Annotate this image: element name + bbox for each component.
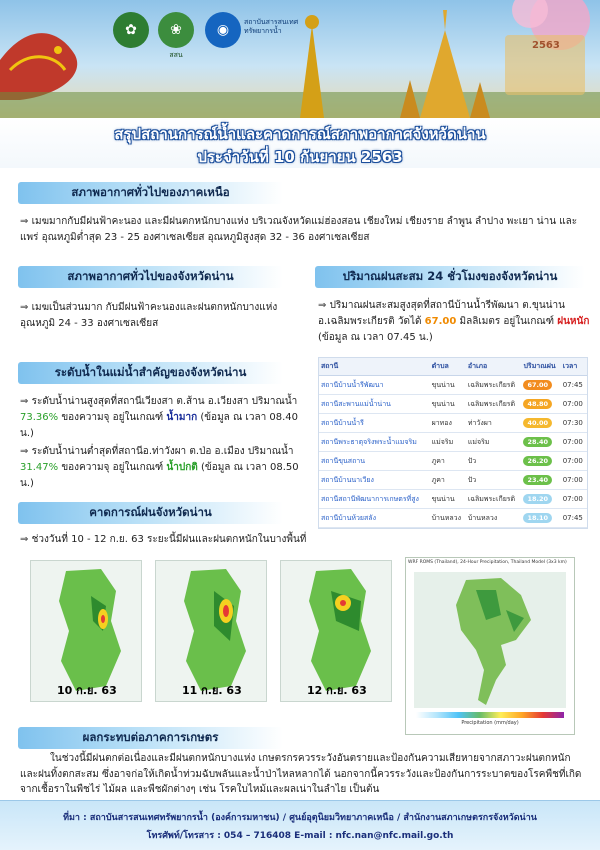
forecast-map-day3 bbox=[280, 560, 392, 702]
cell-amphoe: ท่าวังผา bbox=[466, 414, 522, 433]
cell-amphoe: ปัว bbox=[466, 471, 522, 490]
forecast-heading: คาดการณ์ฝนจังหวัดน่าน bbox=[18, 502, 283, 524]
rain-value-badge: 48.80 bbox=[523, 399, 552, 409]
cell-time: 07:30 bbox=[561, 414, 587, 433]
arrow-icon: ⇒ bbox=[20, 302, 29, 313]
rain-value-badge: 18.10 bbox=[523, 513, 552, 523]
arrow-icon: ⇒ bbox=[20, 534, 29, 545]
cell-tambon: ขุนน่าน bbox=[430, 395, 466, 414]
river-high-text: ⇒ ระดับน้ำน่านสูงสุดที่สถานีเวียงสา ต.ส้าน อ.เวียงสา ปริมาณน้ำ 73.36% ของความจุ อยู่ในเกณฑ์ น้ำมาก (ข้อมูล ณ เวลา 08.40 น.) bbox=[20, 396, 298, 439]
cell-time: 07:00 bbox=[561, 471, 587, 490]
pagoda-icon bbox=[420, 30, 470, 118]
precip-legend-bar bbox=[416, 712, 564, 718]
rain-value-badge: 18.20 bbox=[523, 494, 552, 504]
haii-logo-label: สถาบันสารสนเทศทรัพยากรน้ำ bbox=[244, 18, 299, 35]
rain24-text: ⇒ ปริมาณฝนสะสมสูงสุดที่สถานีบ้านน้ำรีพัฒนา ต.ขุนน่าน อ.เฉลิมพระเกียรติ วัดได้ 67.00 มิลลิเมตร อยู่ในเกณฑ์ ฝนหนัก (ข้อมูล ณ เวลา 07.45 น.) bbox=[318, 300, 590, 343]
col-time-header: เวลา bbox=[561, 358, 587, 376]
rain-map-icon bbox=[156, 561, 266, 701]
table-row bbox=[319, 395, 587, 414]
cell-rain bbox=[521, 433, 560, 452]
cell-rain bbox=[521, 471, 560, 490]
page-title: สรุปสถานการณ์น้ำและคาดการณ์สภาพอากาศจังหวัดน่าน bbox=[114, 125, 486, 143]
forecast-map-day2 bbox=[155, 560, 267, 702]
forecast-map-day1 bbox=[30, 560, 142, 702]
rain-value-badge: 40.00 bbox=[523, 418, 552, 428]
forecast-body: ช่วงวันที่ 10 - 12 ก.ย. 63 ระยะนี้มีฝนและฝนตกหนักในบางพื้นที่ bbox=[31, 534, 307, 545]
forecast-text bbox=[20, 532, 520, 548]
cell-time: 07:00 bbox=[561, 490, 587, 509]
cell-station: สถานีบ้านน้ำรีพัฒนา bbox=[319, 376, 430, 395]
north-weather-body: เมฆมากกับมีฝนฟ้าคะนอง และมีฝนตกหนักบางแห่ง บริเวณจังหวัดแม่ฮ่องสอน เชียงใหม่ เชียงราย ลำพูน ลำปาง พะเยา น่าน และแพร่ อุณหภูมิต่ำสุด 23 - 25 องศาเซลเซียส อุณหภูมิสูงสุด 32 - 36 องศาเซลเซียส bbox=[20, 216, 578, 243]
rain24-value: 67.00 bbox=[424, 316, 457, 327]
river-high-pct: 73.36% bbox=[20, 412, 59, 423]
table-row bbox=[319, 452, 587, 471]
cell-time: 07:45 bbox=[561, 509, 587, 528]
thailand-map-icon bbox=[406, 570, 574, 710]
cell-rain bbox=[521, 395, 560, 414]
golden-buddha-icon bbox=[300, 25, 324, 118]
north-weather-heading: สภาพอากาศทั่วไปของภาคเหนือ bbox=[18, 182, 283, 204]
rain-value-badge: 23.40 bbox=[523, 475, 552, 485]
forecast-map-day2-label: 11 ก.ย. 63 bbox=[182, 684, 242, 697]
river-heading: ระดับน้ำในแม่น้ำสำคัญของจังหวัดน่าน bbox=[18, 362, 283, 384]
forecast-map-day1-label: 10 ก.ย. 63 bbox=[57, 684, 117, 697]
cell-tambon: บ้านหลวง bbox=[430, 509, 466, 528]
cell-rain bbox=[521, 490, 560, 509]
col-amphoe-header: อำเภอ bbox=[466, 358, 522, 376]
cell-station: สถานีขุนสถาน bbox=[319, 452, 430, 471]
cell-amphoe: แม่จริม bbox=[466, 433, 522, 452]
north-weather-text bbox=[20, 214, 588, 246]
rain-table bbox=[319, 358, 587, 528]
rain-map-icon bbox=[281, 561, 391, 701]
cell-time: 07:00 bbox=[561, 433, 587, 452]
cell-amphoe: เฉลิมพระเกียรติ bbox=[466, 376, 522, 395]
cell-time: 07:00 bbox=[561, 452, 587, 471]
col-station-header: สถานี bbox=[319, 358, 430, 376]
cell-tambon: ขุนน่าน bbox=[430, 490, 466, 509]
rain-map-icon bbox=[31, 561, 141, 701]
table-row bbox=[319, 471, 587, 490]
col-rain-header: ปริมาณฝน bbox=[521, 358, 560, 376]
arrow-icon: ⇒ bbox=[20, 446, 29, 457]
nan-weather-heading: สภาพอากาศทั่วไปของจังหวัดน่าน bbox=[18, 266, 283, 288]
river-high-level: น้ำมาก bbox=[166, 412, 198, 423]
cell-station: สถานีสะพานแม่น้ำน่าน bbox=[319, 395, 430, 414]
cell-amphoe: เฉลิมพระเกียรติ bbox=[466, 395, 522, 414]
cell-amphoe: เฉลิมพระเกียรติ bbox=[466, 490, 522, 509]
header-banner bbox=[0, 0, 600, 120]
cell-station: สถานีบ้านน้ำรี bbox=[319, 414, 430, 433]
cell-tambon: ขุนน่าน bbox=[430, 376, 466, 395]
rain-value-badge: 28.40 bbox=[523, 437, 552, 447]
ssn-logo-label: สสน bbox=[169, 51, 183, 59]
rain-value-badge: 67.00 bbox=[523, 380, 552, 390]
cell-rain bbox=[521, 376, 560, 395]
thailand-precip-map bbox=[405, 557, 575, 735]
thailand-map-title: WRF ROMS (Thailand), 24-Hour Precipitation, Thailand Model (3x3 km) bbox=[408, 560, 567, 565]
cell-tambon: ภูคา bbox=[430, 452, 466, 471]
agri-heading: ผลกระทบต่อภาคการเกษตร bbox=[18, 727, 283, 749]
cell-time: 07:45 bbox=[561, 376, 587, 395]
table-row bbox=[319, 376, 587, 395]
nan-weather-body: เมฆเป็นส่วนมาก กับมีฝนฟ้าคะนองและฝนตกหนักบางแห่ง อุณหภูมิ 24 - 33 องศาเซลเซียส bbox=[20, 302, 278, 329]
rain-value-badge: 26.20 bbox=[523, 456, 552, 466]
page-date: ประจำวันที่ 10 กันยายน 2563 bbox=[197, 148, 403, 166]
cell-station: สถานีบ้านห้วยสลัง bbox=[319, 509, 430, 528]
rain24-level: ฝนหนัก bbox=[557, 316, 590, 327]
cell-station: สถานีพระธาตุจริงพระน้ำแมจริม bbox=[319, 433, 430, 452]
cell-amphoe: ปัว bbox=[466, 452, 522, 471]
agri-text: ในช่วงนี้มีฝนตกต่อเนื่องและมีฝนตกหนักบางแห่ง เกษตรกรควรระวังอันตรายและป้องกันความเสียหายจากสภาวะฝนตกหนัก และฝนทิ้งตกสะสม ซึ่งอาจก่อให้เกิดน้ำท่วมฉับพลันและน้ำป่าไหลหลากได้ นอกจากนี้ควรระวังและป้องกันการระบาดของโรคพืชที่เกิดจากเชื้อราในพืชไร่ ไม้ผล และพืชผักต่างๆ เช่น โรคใบไหม้และผลเน่าในลำไย เป็นต้น bbox=[20, 753, 582, 795]
footer-source: ที่มา : สถาบันสารสนเทศทรัพยากรน้ำ (องค์การมหาชน) / ศูนย์อุตุนิยมวิทยาภาคเหนือ / สำนักงานสภาเกษตรกรจังหวัดน่าน bbox=[63, 813, 537, 823]
footer-contact: โทรศัพท์/โทรสาร : 054 – 716408 E-mail : nfc.nan@nfc.mail.go.th bbox=[146, 831, 454, 841]
nan-weather-text bbox=[20, 300, 285, 332]
river-low-level: น้ำปกติ bbox=[166, 462, 198, 473]
rain-table-header bbox=[319, 358, 587, 376]
cell-tambon: แม่จริม bbox=[430, 433, 466, 452]
table-row bbox=[319, 509, 587, 528]
table-row bbox=[319, 414, 587, 433]
rain24-heading: ปริมาณฝนสะสม 24 ชั่วโมงของจังหวัดน่าน bbox=[315, 266, 585, 288]
table-row bbox=[319, 433, 587, 452]
river-low-pct: 31.47% bbox=[20, 462, 59, 473]
footer bbox=[0, 800, 600, 850]
ministry-logo-icon: ✿ bbox=[113, 12, 149, 48]
cell-tambon: ภูคา bbox=[430, 471, 466, 490]
cell-station: สถานีสถานีพัฒนาการเกษตรที่สูง bbox=[319, 490, 430, 509]
cell-rain bbox=[521, 414, 560, 433]
cell-time: 07:00 bbox=[561, 395, 587, 414]
cell-rain bbox=[521, 452, 560, 471]
year-badge: 2563 bbox=[532, 40, 560, 51]
arrow-icon: ⇒ bbox=[318, 300, 327, 311]
precip-legend-label: Precipitation (mm/day) bbox=[461, 720, 519, 726]
arrow-icon: ⇒ bbox=[20, 216, 29, 227]
col-tambon-header: ตำบล bbox=[430, 358, 466, 376]
cell-rain bbox=[521, 509, 560, 528]
table-row bbox=[319, 490, 587, 509]
forecast-map-day3-label: 12 ก.ย. 63 bbox=[307, 684, 367, 697]
cell-station: สถานีบ้านนาเวียง bbox=[319, 471, 430, 490]
cell-amphoe: บ้านหลวง bbox=[466, 509, 522, 528]
cell-tambon: ผาทอง bbox=[430, 414, 466, 433]
river-low-text: ⇒ ระดับน้ำน่านต่ำสุดที่สถานีอ.ท่าวังผา ต.ป่อ อ.เมือง ปริมาณน้ำ 31.47% ของความจุ อยู่ในเกณฑ์ น้ำปกติ (ข้อมูล ณ เวลา 08.50 น.) bbox=[20, 446, 299, 489]
rain-table-panel bbox=[318, 357, 588, 529]
haii-logo-icon: ◉ bbox=[205, 12, 241, 48]
ssn-logo-icon: ❀ bbox=[158, 12, 194, 48]
arrow-icon: ⇒ bbox=[20, 396, 29, 407]
